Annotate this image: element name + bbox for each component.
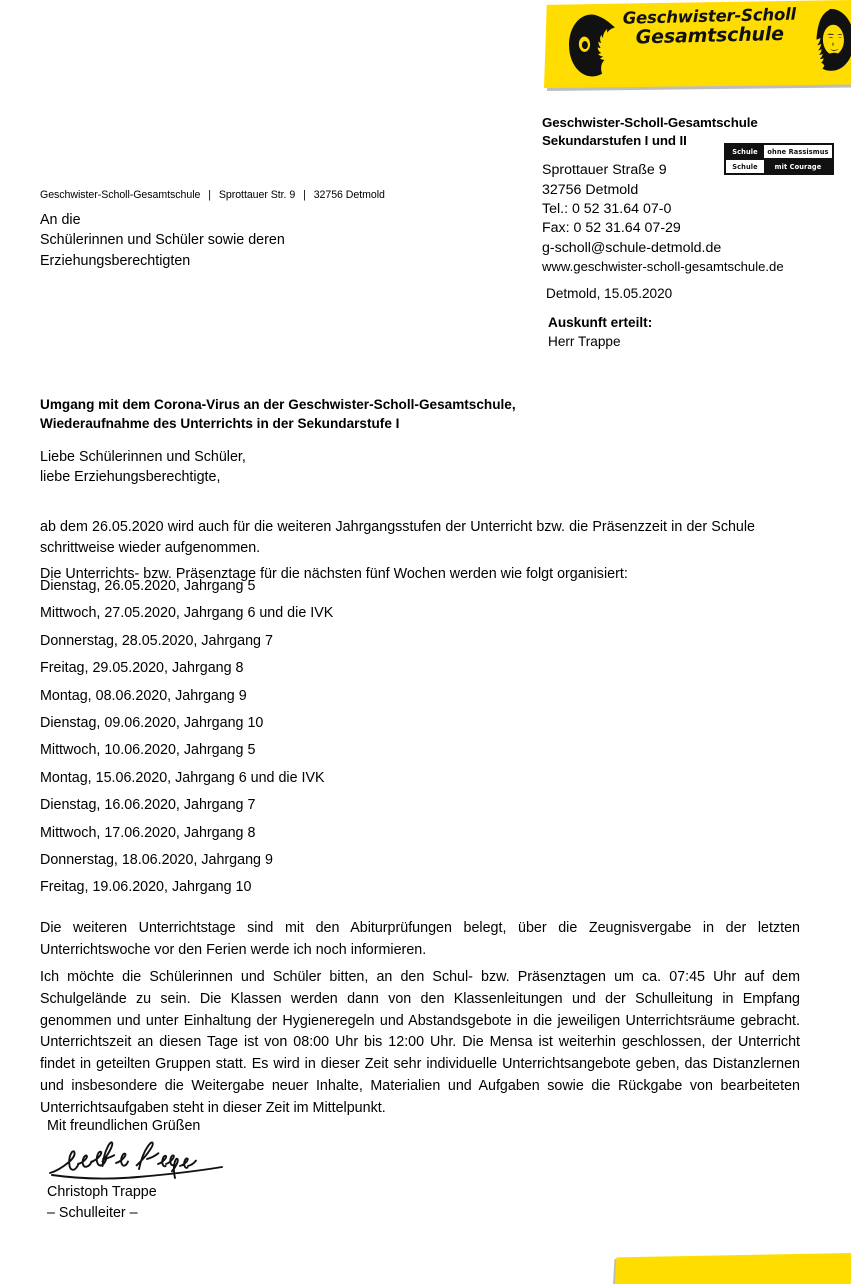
list-item: Donnerstag, 18.06.2020, Jahrgang 9 [40, 851, 273, 868]
list-item: Mittwoch, 10.06.2020, Jahrgang 5 [40, 742, 256, 759]
signer-name: Christoph Trappe [47, 1184, 157, 1200]
salutation-line-1: Liebe Schülerinnen und Schüler, [40, 449, 246, 465]
list-item: Mittwoch, 17.06.2020, Jahrgang 8 [40, 824, 256, 841]
website-url[interactable]: www.geschwister-scholl-gesamtschule.de [542, 258, 784, 274]
footer-banner-background [615, 1253, 851, 1284]
sender-school: Geschwister-Scholl-Gesamtschule [40, 189, 201, 201]
letter-salutation [40, 447, 246, 488]
list-item: Mittwoch, 27.05.2020, Jahrgang 6 und die IVK [40, 605, 334, 622]
sender-city: 32756 Detmold [313, 189, 385, 201]
recipient-address [40, 210, 285, 271]
badge-row-1 [726, 145, 832, 158]
list-item: Freitag, 29.05.2020, Jahrgang 8 [40, 660, 244, 677]
handwritten-signature-icon [44, 1140, 259, 1185]
paragraph-abitur: Die weiteren Unterrichtstage sind mit den Abiturprüfungen belegt, über die Zeugnisvergabe in der letzten Unterrichtswoche vor den Ferien werde ich noch informieren. [40, 920, 800, 959]
badge-row-1-value: ohne Rassismus [764, 145, 832, 158]
badge-row-2-key: Schule [726, 160, 764, 173]
school-logo-banner [544, 0, 851, 92]
sophie-scholl-portrait-icon [811, 8, 851, 76]
list-item: Montag, 08.06.2020, Jahrgang 9 [40, 687, 247, 704]
subject-line-2: Wiederaufnahme des Unterrichts in der Sekundarstufe I [40, 416, 400, 432]
logo-wordmark [609, 5, 810, 48]
closing-greeting: Mit freundlichen Grüßen [47, 1118, 201, 1134]
paragraph-schedule-lead: Die Unterrichts- bzw. Präsenztage für die nächsten fünf Wochen werden wie folgt organisiert: [40, 566, 628, 583]
list-item: Dienstag, 09.06.2020, Jahrgang 10 [40, 714, 264, 731]
schedule-date-list [40, 578, 540, 907]
badge-row-1-key: Schule [726, 145, 764, 158]
school-address [542, 161, 851, 275]
logo-line-1: Geschwister-Scholl [622, 4, 797, 28]
schule-ohne-rassismus-badge [724, 143, 834, 175]
subject-line-1: Umgang mit dem Corona-Virus an der Geschwister-Scholl-Gesamtschule, [40, 397, 516, 412]
contact-person-name: Herr Trappe [548, 333, 621, 349]
place-and-date: Detmold, 15.05.2020 [546, 285, 673, 301]
phone-number: Tel.: 0 52 31.64 07-0 [542, 200, 672, 217]
list-item: Montag, 15.06.2020, Jahrgang 6 und die IVK [40, 769, 325, 786]
sender-return-address [40, 189, 385, 201]
sender-separator-1: | [208, 189, 211, 201]
address-street: Sprottauer Straße 9 [542, 162, 667, 179]
recipient-line-3: Erziehungsberechtigten [40, 252, 191, 269]
badge-row-2 [726, 160, 832, 173]
letter-subject [40, 395, 740, 434]
paragraph-intro: ab dem 26.05.2020 wird auch für die weiteren Jahrgangsstufen der Unterricht bzw. die Präsenzzeit in der Schule schrittweise wieder aufgenommen. [40, 519, 755, 557]
school-name-line-1: Geschwister-Scholl-Gesamtschule [542, 115, 758, 130]
list-item: Freitag, 19.06.2020, Jahrgang 10 [40, 879, 252, 896]
signer-role: – Schulleiter – [47, 1205, 138, 1222]
list-item: Donnerstag, 28.05.2020, Jahrgang 7 [40, 632, 273, 649]
sender-street: Sprottauer Str. 9 [218, 189, 296, 201]
recipient-line-2: Schülerinnen und Schüler sowie deren [40, 232, 285, 249]
paragraph-arrival-instructions: Ich möchte die Schülerinnen und Schüler bitten, an den Schul- bzw. Präsenztagen um ca. 07:45 Uhr auf dem Schulgelände zu sein. Die Klassen werden dann von den Klassenleitungen und der Schulleitung in Empfang genommen und unter Einhaltung der Hygieneregeln und Abstandsgebote in die jeweiligen Unterrichtsräume gebracht. Unterrichtszeit an diesen Tage ist von 08:00 Uhr bis 12:00 Uhr. Die Mensa ist weiterhin geschlossen, der Unterricht findet in geteilten Gruppen statt. Es wird in dieser Zeit sehr individuelle Unterrichtsangebote geben, das Distanzlernen und insbesondere die Weitergabe neuer Inhalte, Materialien und Aufgaben sowie die Rückgabe von bearbeiteten Unterrichtsaufgaben steht in dieser Zeit im Mittelpunkt. [40, 969, 800, 1116]
contact-person-block [548, 313, 851, 351]
signer-block [47, 1182, 157, 1224]
email-address[interactable]: g-scholl@schule-detmold.de [542, 239, 722, 256]
school-name-line-2: Sekundarstufen I und II [542, 132, 687, 148]
sender-separator-2: | [303, 189, 306, 201]
recipient-line-1: An die [40, 212, 81, 228]
address-city: 32756 Detmold [542, 181, 639, 198]
fax-number: Fax: 0 52 31.64 07-29 [542, 220, 681, 237]
list-item: Dienstag, 26.05.2020, Jahrgang 5 [40, 578, 256, 594]
contact-person-label: Auskunft erteilt: [548, 314, 653, 330]
salutation-line-2: liebe Erziehungsberechtigte, [40, 469, 221, 486]
footer-yellow-banner [613, 1253, 851, 1284]
badge-row-2-value: mit Courage [764, 160, 832, 173]
list-item: Dienstag, 16.06.2020, Jahrgang 7 [40, 797, 256, 814]
logo-line-2: Gesamtschule [635, 22, 785, 49]
